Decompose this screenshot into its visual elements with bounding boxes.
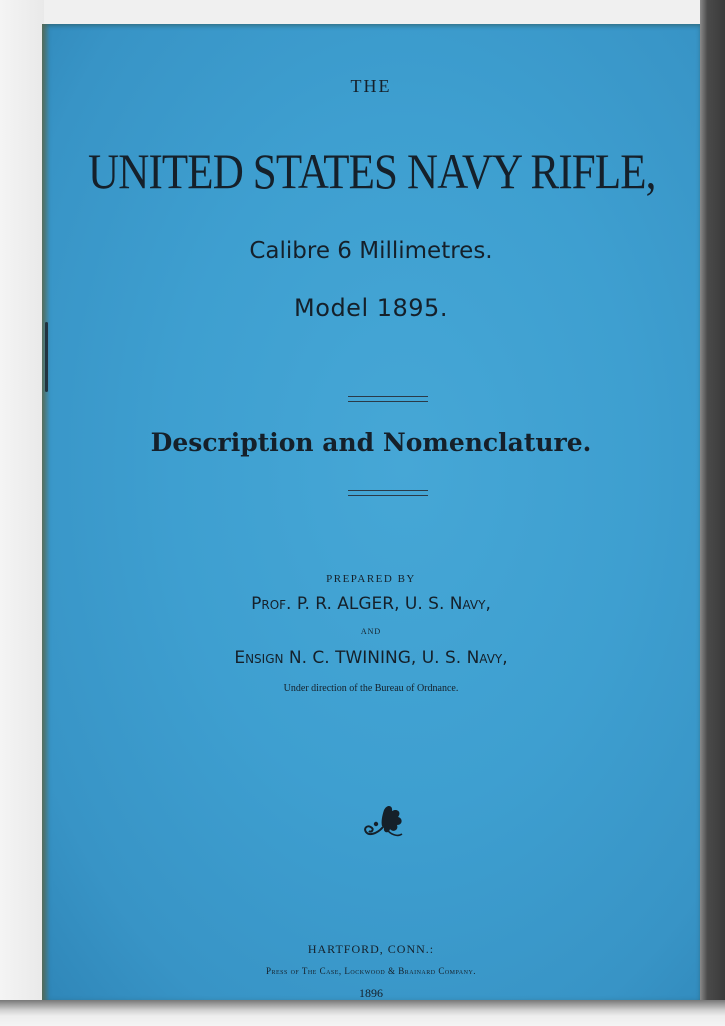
viewer-left-margin (0, 0, 44, 1026)
book-title: UNITED STATES NAVY RIFLE, (88, 143, 656, 199)
book-cover-page (42, 24, 700, 1002)
double-rule-divider (348, 396, 428, 402)
viewer-right-shadow (700, 0, 725, 1026)
leaf-ornament-icon (362, 804, 412, 844)
author-alger: Prof. P. R. ALGER, U. S. Navy, (251, 594, 491, 614)
viewer-bottom-edge (0, 1000, 725, 1026)
binding-staple (45, 322, 48, 392)
publication-city: HARTFORD, CONN.: (307, 942, 435, 956)
model-subtitle: Model 1895. (294, 294, 448, 322)
prepared-by-label: PREPARED BY (326, 573, 416, 585)
author-twining: Ensign N. C. TWINING, U. S. Navy, (234, 648, 508, 668)
publication-year: 1896 (359, 986, 383, 1000)
title-article: THE (350, 76, 392, 96)
publisher-line: Press of The Case, Lockwood & Brainard Company. (265, 966, 477, 976)
bureau-direction-note: Under direction of the Bureau of Ordnance. (283, 683, 459, 694)
calibre-subtitle: Calibre 6 Millimetres. (249, 238, 493, 264)
and-label: AND (360, 627, 382, 636)
description-heading: Description and Nomenclature. (150, 428, 592, 457)
double-rule-divider (348, 490, 428, 496)
